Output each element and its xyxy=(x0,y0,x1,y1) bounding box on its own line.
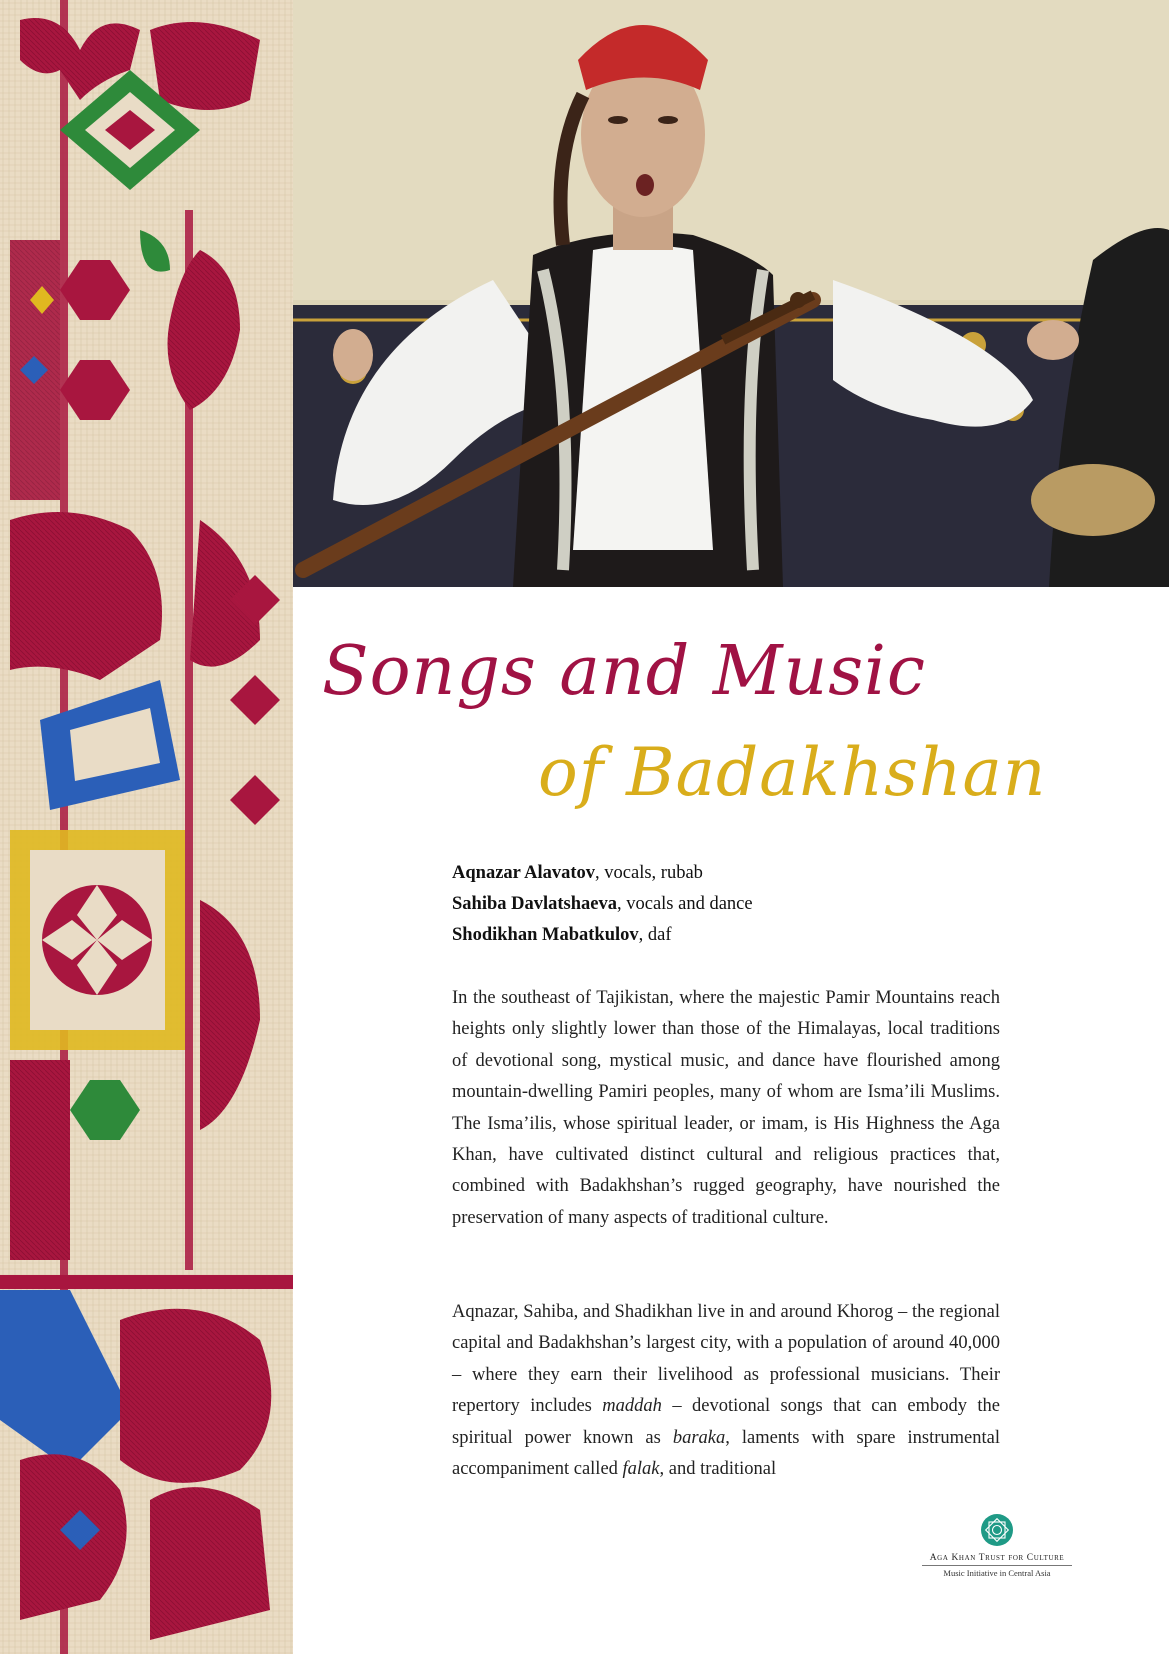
text-run: , and traditional xyxy=(659,1459,777,1480)
text-run: – devotional songs that can embody the spiritual power known as xyxy=(452,1396,1000,1448)
body-paragraph-2 xyxy=(452,1297,1000,1485)
credit-line xyxy=(452,920,1012,951)
performer-credits xyxy=(452,858,1012,951)
aktc-logo-subtitle: Music Initiative in Central Asia xyxy=(943,1568,1051,1578)
credit-line xyxy=(452,889,1012,920)
credit-line xyxy=(452,858,1012,889)
logo-divider xyxy=(922,1565,1072,1566)
aktc-logo-title: Aga Khan Trust for Culture xyxy=(929,1553,1065,1563)
performer-role: , daf xyxy=(638,925,672,945)
term-baraka: baraka xyxy=(672,1427,726,1448)
title-line-1: Songs and Music xyxy=(322,632,926,711)
textile-pattern xyxy=(0,0,293,1654)
text-run: Aqnazar, Sahiba, and Shadikhan live in and around Khorog – the regional capital and Badakhshan’s largest city, with a population of around 40,000 – where they earn their livelihood as professional musicians. Their repertory includes xyxy=(452,1302,1000,1417)
aktc-logo xyxy=(912,1513,1082,1583)
performer-name: Shodikhan Mabatkulov xyxy=(452,925,639,945)
performer-photo xyxy=(293,0,1169,587)
aktc-emblem-icon xyxy=(980,1513,1014,1547)
term-maddah: maddah xyxy=(602,1396,662,1417)
performer-name: Sahiba Davlatshaeva xyxy=(452,894,617,914)
text-run: , laments with spare instrumental accompaniment called xyxy=(452,1427,1001,1480)
body-paragraph-1: In the southeast of Tajikistan, where the majestic Pamir Mountains reach heights only slightly lower than those of the Himalayas, local traditions of devotional song, mystical music, and dance have flourished among mountain-dwelling Pamiri peoples, many of whom are Isma’ili Muslims. The Isma’ilis, whose spiritual leader, or imam, is His Highness the Aga Khan, have cultivated distinct cultural and religious practices that, combined with Badakhshan’s rugged geography, have nourished the preservation of many aspects of traditional culture. xyxy=(452,988,1000,1228)
performer-photo-illustration xyxy=(293,0,1169,587)
performer-role: , vocals, rubab xyxy=(595,863,703,883)
term-falak: falak xyxy=(622,1459,660,1480)
performer-name: Aqnazar Alavatov xyxy=(452,863,596,883)
performer-role: , vocals and dance xyxy=(617,894,753,914)
title-line-2: of Badakhshan xyxy=(538,734,1047,811)
textile-border-image xyxy=(0,0,293,1654)
